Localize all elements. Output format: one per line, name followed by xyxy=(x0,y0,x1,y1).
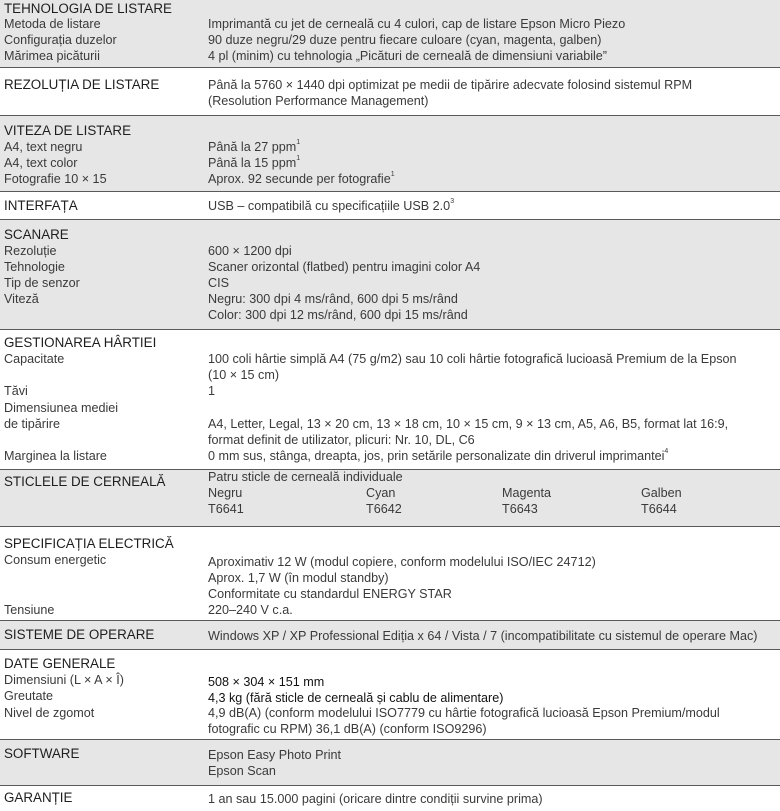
section-title: TEHNOLOGIA DE LISTARE xyxy=(4,1,172,16)
spec-value: 4 pl (minim) cu tehnologia „Picături de cerneală de dimensiuni variabile” xyxy=(208,49,607,63)
spec-label: Consum energetic xyxy=(4,553,107,567)
spec-value: Color: 300 dpi 12 ms/rând, 600 dpi 15 ms/rând xyxy=(208,308,468,322)
spec-label: Tip de senzor xyxy=(4,276,80,290)
section-electrical xyxy=(0,527,780,621)
ink-code: T6641 xyxy=(208,502,244,516)
spec-label: de tipărire xyxy=(4,417,61,431)
spec-value: 4,3 kg (fără sticle de cerneală și cablu de alimentare) xyxy=(208,691,504,705)
spec-value: Aprox. 92 secunde per fotografie$^1$ xyxy=(208,171,395,186)
section-software xyxy=(0,740,780,786)
spec-value: 508 × 304 × 151 mm xyxy=(208,675,325,689)
section-title: REZOLUȚIA DE LISTARE xyxy=(4,77,160,92)
spec-value: (10 × 15 cm) xyxy=(208,368,280,382)
spec-value: 90 duze negru/29 duze pentru fiecare culoare (cyan, magenta, galben) xyxy=(208,33,602,47)
spec-value: Până la 5760 × 1440 dpi optimizat pe medii de tipărire adecvate folosind sistemul RPM xyxy=(208,78,693,92)
spec-row xyxy=(0,275,780,291)
spec-value: Până la 27 ppm$^1$ xyxy=(208,139,301,154)
section-warranty xyxy=(0,786,780,811)
spec-value: 4,9 dB(A) (conform modelului ISO7779 cu hârtie fotografică lucioasă Epson Premium/modul xyxy=(208,706,720,720)
spec-row xyxy=(0,259,780,275)
ink-color-name: Magenta xyxy=(502,486,552,500)
section-operating-systems xyxy=(0,621,780,650)
spec-row xyxy=(0,291,780,307)
section-scanning xyxy=(0,220,780,330)
software-item: Epson Easy Photo Print xyxy=(208,748,342,762)
spec-value: Conformitate cu standardul ENERGY STAR xyxy=(208,587,452,601)
spec-label: A4, text negru xyxy=(4,140,83,154)
section-title: VITEZA DE LISTARE xyxy=(4,123,131,138)
spec-row xyxy=(0,243,780,259)
spec-row xyxy=(0,16,780,32)
spec-value: Aproximativ 12 W (modul copiere, conform modelului ISO/IEC 24712) xyxy=(208,555,596,569)
spec-value: Până la 15 ppm$^1$ xyxy=(208,155,301,170)
spec-label: Rezoluție xyxy=(4,244,57,258)
ink-subtitle: Patru sticle de cerneală individuale xyxy=(208,470,403,484)
spec-value: CIS xyxy=(208,276,229,290)
spec-row xyxy=(0,171,780,187)
ink-code: T6642 xyxy=(366,502,402,516)
spec-label: Capacitate xyxy=(4,352,65,366)
section-resolution xyxy=(0,68,780,116)
spec-label: Fotografie 10 × 15 xyxy=(4,172,107,186)
section-title: SOFTWARE xyxy=(4,746,80,761)
section-title: SPECIFICAȚIA ELECTRICĂ xyxy=(4,536,174,551)
footnote-mark: 1 xyxy=(296,139,301,146)
spec-value: 600 × 1200 dpi xyxy=(208,244,292,258)
spec-value: 100 coli hârtie simplă A4 (75 g/m2) sau 10 coli hârtie fotografică lucioasă Premium de la Epson xyxy=(208,352,737,366)
spec-value: 1 an sau 15.000 pagini (oricare dintre condiții survine prima) xyxy=(208,792,543,806)
spec-label: Dimensiuni (L × A × Î) xyxy=(4,673,124,687)
section-print-speed xyxy=(0,116,780,192)
spec-label: Marginea la listare xyxy=(4,449,107,463)
spec-value: Negru: 300 dpi 4 ms/rând, 600 dpi 5 ms/rând xyxy=(208,292,458,306)
section-title: SCANARE xyxy=(4,227,69,242)
spec-value: USB – compatibilă cu specificațiile USB $2.0^3$ xyxy=(208,198,455,213)
section-title: INTERFAȚA xyxy=(4,198,78,213)
spec-label: Tehnologie xyxy=(4,260,65,274)
section-title: SISTEME DE OPERARE xyxy=(4,627,155,642)
ink-color-name: Negru xyxy=(208,486,243,500)
spec-value: Imprimantă cu jet de cerneală cu 4 culori, cap de listare Epson Micro Piezo xyxy=(208,17,626,31)
spec-value: Aprox. 1,7 W (în modul standby) xyxy=(208,571,389,585)
section-title: GESTIONAREA HÂRTIEI xyxy=(4,335,157,350)
footnote-mark: 4 xyxy=(664,448,669,455)
spec-label: Greutate xyxy=(4,689,54,703)
ink-color-name: Cyan xyxy=(366,486,396,500)
spec-value: Scaner orizontal (flatbed) pentru imagini color A4 xyxy=(208,260,481,274)
spec-row xyxy=(0,139,780,155)
spec-label: A4, text color xyxy=(4,156,78,170)
ink-code: T6643 xyxy=(502,502,538,516)
spec-value: Windows XP / XP Professional Ediția x 64 / Vista / 7 (incompatibilitate cu sistemul de operare Mac) xyxy=(208,629,758,643)
spec-label: Viteză xyxy=(4,292,39,306)
spec-row xyxy=(0,155,780,171)
spec-value: (Resolution Performance Management) xyxy=(208,94,429,108)
spec-label: Configurația duzelor xyxy=(4,33,117,47)
software-item: Epson Scan xyxy=(208,764,276,778)
spec-label: Tăvi xyxy=(4,384,28,398)
footnote-mark: 3 xyxy=(450,198,455,205)
spec-value: 0 mm sus, stânga, dreapta, jos, prin setările personalizate din driverul imprimantei$^4$ xyxy=(208,448,669,463)
spec-label: Nivel de zgomot xyxy=(4,706,95,720)
spec-row xyxy=(0,32,780,48)
spec-row xyxy=(0,48,780,64)
spec-label: Tensiune xyxy=(4,603,55,617)
section-interface xyxy=(0,192,780,220)
footnote-mark: 1 xyxy=(390,171,395,178)
section-title: GARANȚIE xyxy=(4,790,73,805)
ink-code: T6644 xyxy=(641,502,677,516)
spec-value: format definit de utilizator, plicuri: Nr. 10, DL, C6 xyxy=(208,433,475,447)
ink-color-name: Galben xyxy=(641,486,682,500)
section-paper-handling xyxy=(0,330,780,470)
footnote-mark: 1 xyxy=(296,155,301,162)
section-title: STICLELE DE CERNEALĂ xyxy=(4,474,166,489)
section-title: DATE GENERALE xyxy=(4,656,116,671)
section-printing-technology xyxy=(0,0,780,68)
spec-value: A4, Letter, Legal, 13 × 20 cm, 13 × 18 cm, 10 × 15 cm, 9 × 13 cm, A5, A6, B5, format lat 16:9, xyxy=(208,417,729,431)
spec-value: fotografic cu RPM) 36,1 dB(A) (conform ISO9296) xyxy=(208,722,487,736)
section-ink-bottles xyxy=(0,470,780,527)
spec-value: 1 xyxy=(208,384,216,398)
spec-label: Dimensiunea mediei xyxy=(4,401,119,415)
spec-value: 220–240 V c.a. xyxy=(208,603,293,617)
section-general-data xyxy=(0,650,780,740)
spec-label: Mărimea picăturii xyxy=(4,49,100,63)
spec-label: Metoda de listare xyxy=(4,17,101,31)
